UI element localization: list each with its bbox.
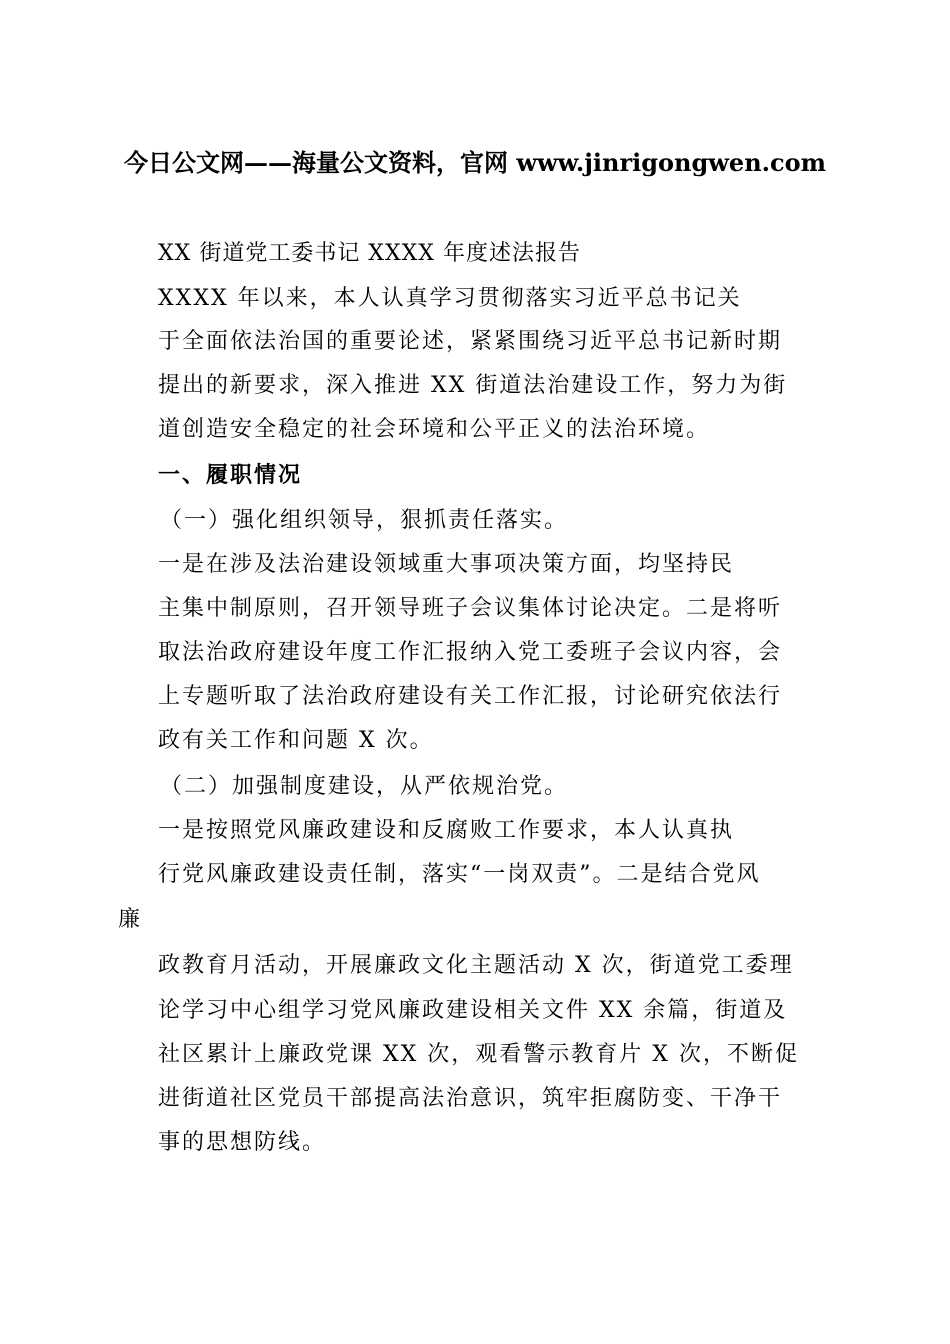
body-line: 主集中制原则，召开领导班子会议集体讨论决定。二是将听: [158, 596, 783, 621]
body-line: 社区累计上廉政党课 XX 次，观看警示教育片 X 次，不断促: [158, 1042, 799, 1067]
intro-line: 道创造安全稳定的社会环境和公平正义的法治环境。: [158, 417, 711, 442]
intro-line: 提出的新要求，深入推进 XX 街道法治建设工作，努力为街: [158, 373, 788, 398]
body-line: 论学习中心组学习党风廉政建设相关文件 XX 余篇，街道及: [158, 998, 788, 1023]
site-header: 今日公文网——海量公文资料，官网 www.jinrigongwen.com: [123, 148, 827, 177]
body-line: 行党风廉政建设责任制，落实“一岗双责”。二是结合党风: [158, 862, 761, 887]
body-line: 取法治政府建设年度工作汇报纳入党工委班子会议内容，会: [158, 640, 783, 665]
intro-line: XXXX 年以来，本人认真学习贯彻落实习近平总书记关: [158, 286, 742, 311]
body-line: 进街道社区党员干部提高法治意识，筑牢拒腐防变、干净干: [158, 1086, 783, 1111]
body-line: 政有关工作和问题 X 次。: [158, 728, 434, 753]
body-line: 政教育月活动，开展廉政文化主题活动 X 次，街道党工委理: [158, 953, 794, 978]
body-line: 事的思想防线。: [158, 1130, 327, 1155]
body-line: 廉: [118, 907, 143, 932]
body-line: 上专题听取了法治政府建设有关工作汇报，讨论研究依法行: [158, 684, 783, 709]
body-line: 一是按照党风廉政建设和反腐败工作要求，本人认真执: [158, 818, 735, 843]
subsection-heading: （一）强化组织领导，狠抓责任落实。: [160, 508, 569, 533]
body-line: 一是在涉及法治建设领域重大事项决策方面，均坚持民: [158, 552, 735, 577]
intro-line: 于全面依法治国的重要论述，紧紧围绕习近平总书记新时期: [158, 329, 783, 354]
subsection-heading: （二）加强制度建设，从严依规治党。: [160, 774, 569, 799]
report-title: XX 街道党工委书记 XXXX 年度述法报告: [158, 241, 581, 266]
section-heading: 一、履职情况: [158, 462, 303, 488]
